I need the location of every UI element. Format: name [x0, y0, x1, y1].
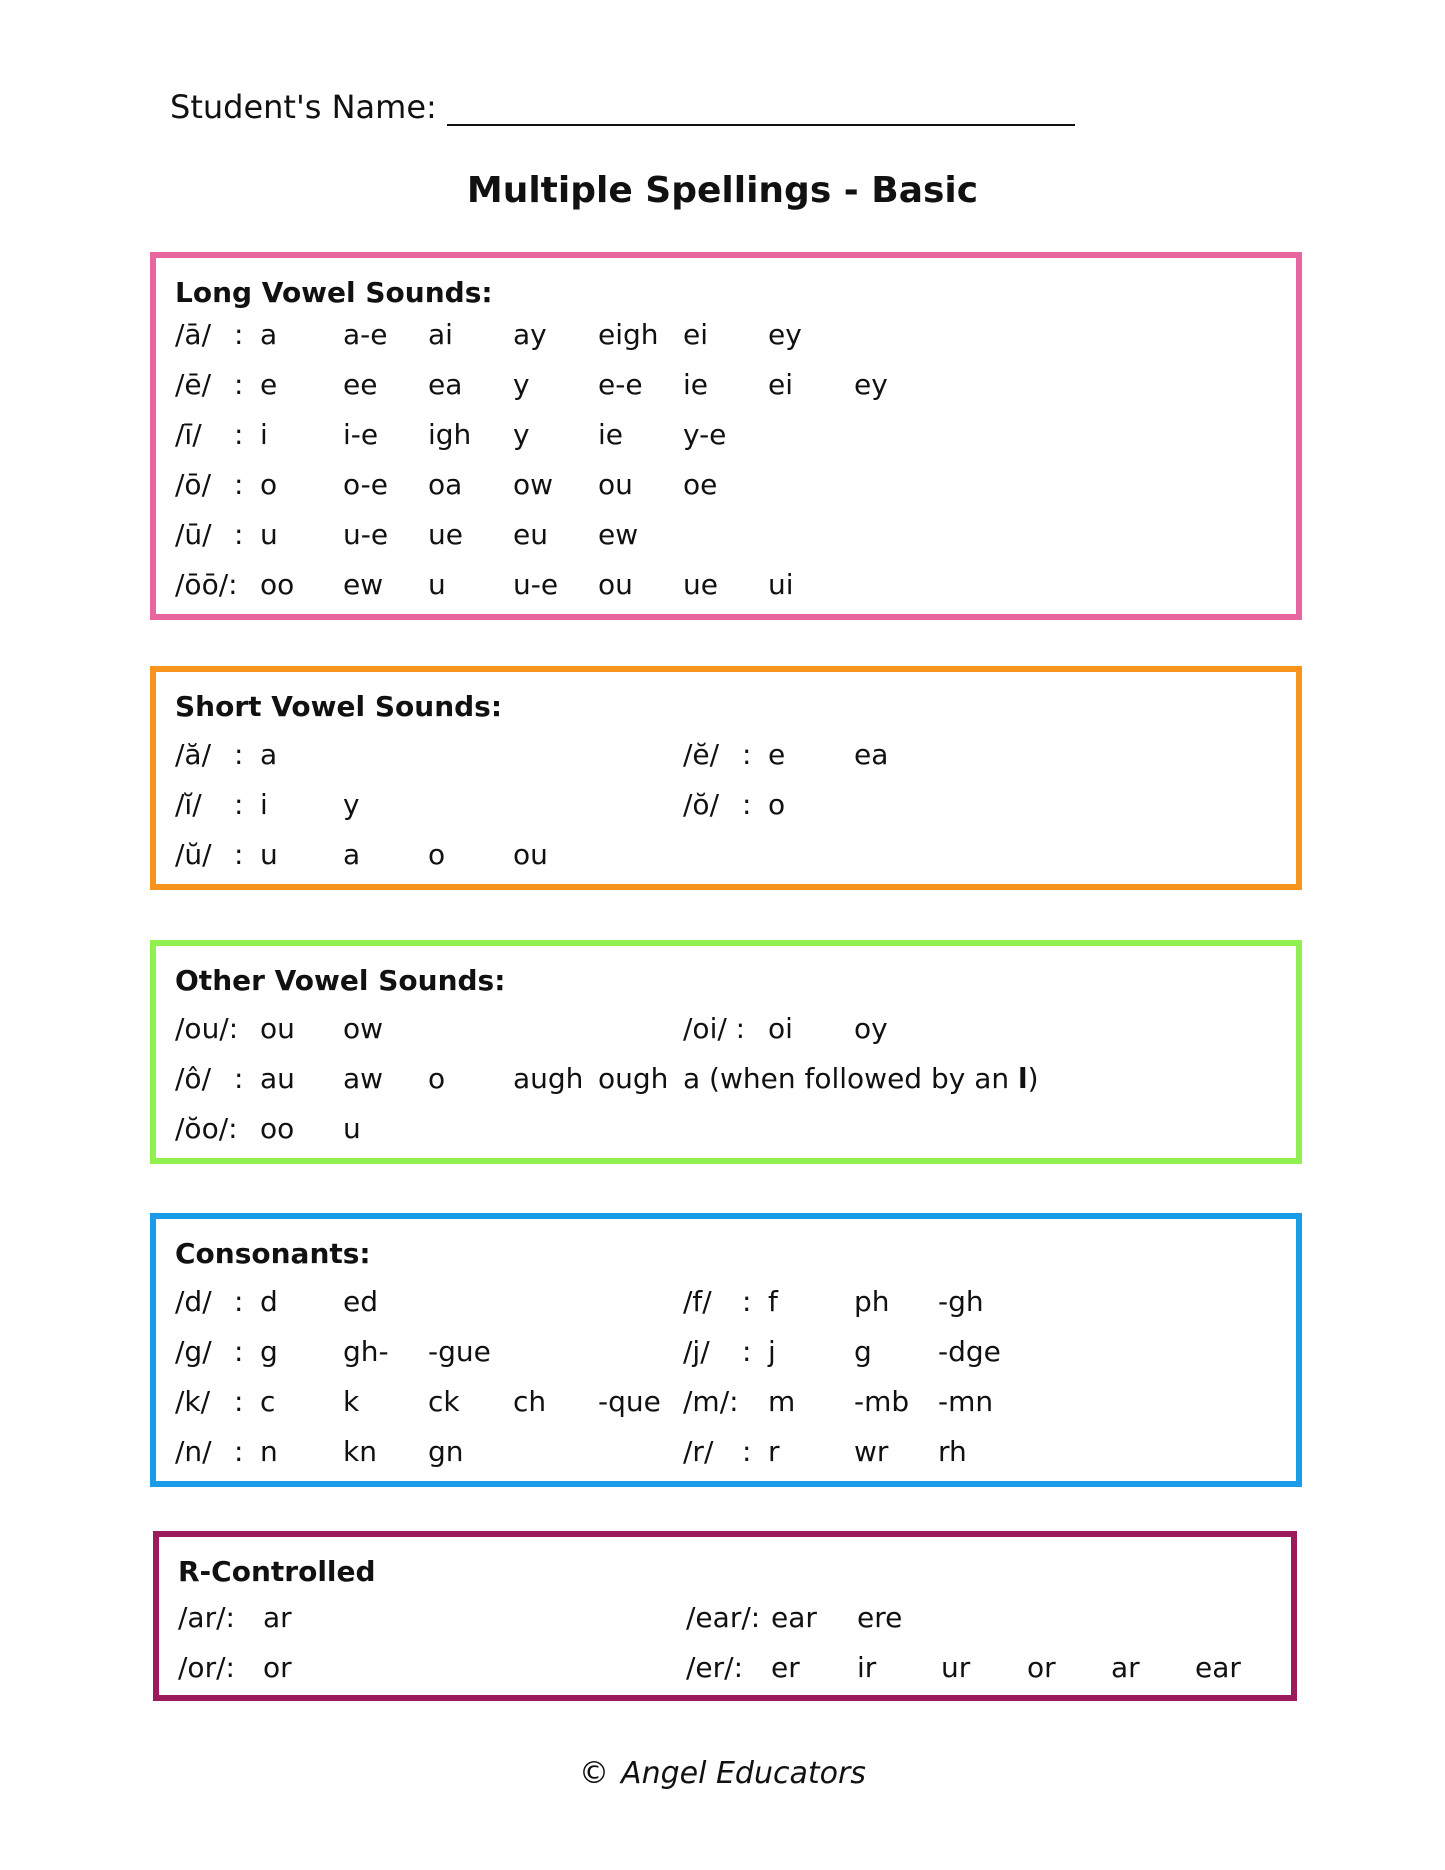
spelling-cell: oi: [768, 1012, 793, 1045]
sound-label: /f/: [683, 1285, 712, 1318]
spelling-cell: :: [234, 738, 244, 771]
spelling-cell: o: [428, 838, 446, 871]
note-close-paren: ): [1027, 1062, 1039, 1095]
spelling-cell: n: [260, 1435, 278, 1468]
spelling-cell: ow: [343, 1012, 384, 1045]
spelling-cell: oe: [683, 468, 718, 501]
spelling-cell: :: [234, 788, 244, 821]
spelling-cell: ie: [598, 418, 624, 451]
sound-label: /ē/: [175, 368, 212, 401]
spelling-cell: d: [260, 1285, 278, 1318]
footer: [0, 1756, 1445, 1791]
spelling-cell: :: [742, 1435, 752, 1468]
spelling-cell: ie: [683, 368, 709, 401]
sound-label: /ĭ/: [175, 788, 202, 821]
sound-label: /ā/: [175, 318, 212, 351]
spelling-cell: :: [742, 1335, 752, 1368]
spelling-cell: e: [768, 738, 786, 771]
student-name-blank-line[interactable]: [447, 94, 1075, 126]
spelling-cell: o: [428, 1062, 446, 1095]
spelling-cell: oy: [854, 1012, 888, 1045]
spelling-cell: a: [260, 738, 278, 771]
spelling-cell: u: [343, 1112, 361, 1145]
page-title: Multiple Spellings - Basic: [466, 170, 979, 211]
spelling-cell: ou: [260, 1012, 295, 1045]
spelling-cell: ee: [343, 368, 378, 401]
spelling-cell: o: [260, 468, 278, 501]
spelling-cell: aw: [343, 1062, 384, 1095]
sound-label: a (when followed by an l): [683, 1062, 1039, 1095]
spelling-cell: g: [854, 1335, 872, 1368]
spelling-cell: ei: [768, 368, 794, 401]
spelling-cell: oo: [260, 1112, 295, 1145]
spelling-cell: :: [234, 368, 244, 401]
spelling-cell: ei: [683, 318, 709, 351]
spelling-cell: ay: [513, 318, 547, 351]
spelling-cell: i: [260, 788, 268, 821]
spelling-cell: ck: [428, 1385, 460, 1418]
spelling-cell: g: [260, 1335, 278, 1368]
spelling-cell: m: [768, 1385, 796, 1418]
section-heading: Long Vowel Sounds:: [175, 276, 493, 309]
spelling-cell: oa: [428, 468, 463, 501]
spelling-cell: e-e: [598, 368, 643, 401]
spelling-cell: ph: [854, 1285, 890, 1318]
sound-label: /n/: [175, 1435, 212, 1468]
spelling-cell: y: [343, 788, 360, 821]
sound-label: /or/:: [178, 1651, 235, 1684]
spelling-cell: eu: [513, 518, 548, 551]
sound-label: /ĕ/: [683, 738, 720, 771]
spelling-cell: :: [234, 518, 244, 551]
spelling-cell: or: [263, 1651, 292, 1684]
student-name-field: [170, 88, 1075, 126]
section-heading: Other Vowel Sounds:: [175, 964, 506, 997]
spelling-cell: :: [234, 1062, 244, 1095]
spelling-cell: au: [260, 1062, 295, 1095]
section-heading: Consonants:: [175, 1237, 371, 1270]
note-bold-letter: l: [1018, 1062, 1028, 1095]
sound-label: /ŏo/:: [175, 1112, 238, 1145]
spelling-cell: ue: [428, 518, 463, 551]
spelling-cell: :: [234, 468, 244, 501]
spelling-cell: or: [1027, 1651, 1056, 1684]
section-box-4: [153, 1531, 1297, 1701]
spelling-cell: ai: [428, 318, 453, 351]
sound-label: /d/: [175, 1285, 212, 1318]
student-name-label: Student's Name:: [170, 88, 437, 126]
sound-label: /r/: [683, 1435, 714, 1468]
sound-label: /ŭ/: [175, 838, 212, 871]
spelling-cell: ed: [343, 1285, 378, 1318]
sound-label: /ŏ/: [683, 788, 719, 821]
spelling-cell: ew: [598, 518, 639, 551]
section-heading: Short Vowel Sounds:: [175, 690, 503, 723]
sound-label: /ă/: [175, 738, 212, 771]
spelling-cell: gn: [428, 1435, 464, 1468]
spelling-cell: kn: [343, 1435, 377, 1468]
spelling-cell: :: [742, 738, 752, 771]
spelling-cell: ui: [768, 568, 794, 601]
spelling-cell: ue: [683, 568, 718, 601]
spelling-cell: wr: [854, 1435, 889, 1468]
sound-label: /oi/ :: [683, 1012, 746, 1045]
spelling-cell: ey: [768, 318, 802, 351]
section-box-1: [150, 666, 1302, 890]
spelling-cell: :: [234, 1435, 244, 1468]
spelling-cell: u-e: [343, 518, 389, 551]
spelling-cell: rh: [938, 1435, 967, 1468]
spelling-cell: i: [260, 418, 268, 451]
section-box-2: [150, 940, 1302, 1164]
spelling-cell: ough: [598, 1062, 669, 1095]
spelling-cell: igh: [428, 418, 472, 451]
copyright-symbol: ©: [579, 1756, 610, 1791]
spelling-cell: ar: [1111, 1651, 1140, 1684]
spelling-cell: k: [343, 1385, 360, 1418]
spelling-cell: y-e: [683, 418, 727, 451]
sound-label: /ī/: [175, 418, 202, 451]
sound-label: /ô/: [175, 1062, 211, 1095]
spelling-cell: e: [260, 368, 278, 401]
sound-label: /er/:: [686, 1651, 744, 1684]
spelling-cell: f: [768, 1285, 778, 1318]
section-heading: R-Controlled: [178, 1555, 376, 1588]
spelling-cell: -gh: [938, 1285, 984, 1318]
footer-text: Angel Educators: [621, 1756, 866, 1791]
spelling-cell: ew: [343, 568, 384, 601]
sound-label: /ū/: [175, 518, 212, 551]
spelling-cell: :: [742, 1285, 752, 1318]
spelling-cell: oo: [260, 568, 295, 601]
sound-label: /m/:: [683, 1385, 739, 1418]
spelling-cell: ear: [771, 1601, 817, 1634]
sound-label: /ō/: [175, 468, 211, 501]
spelling-cell: -dge: [938, 1335, 1001, 1368]
spelling-cell: -mb: [854, 1385, 910, 1418]
sound-label: /g/: [175, 1335, 212, 1368]
spelling-cell: -gue: [428, 1335, 491, 1368]
spelling-cell: ere: [857, 1601, 903, 1634]
spelling-cell: ow: [513, 468, 554, 501]
sound-label: /ōō/:: [175, 568, 238, 601]
spelling-cell: y: [513, 368, 530, 401]
spelling-cell: u: [260, 838, 278, 871]
spelling-cell: o: [768, 788, 786, 821]
spelling-cell: gh-: [343, 1335, 389, 1368]
spelling-cell: ear: [1195, 1651, 1241, 1684]
spelling-cell: c: [260, 1385, 276, 1418]
spelling-cell: ur: [941, 1651, 971, 1684]
spelling-cell: :: [234, 1385, 244, 1418]
sound-label: /k/: [175, 1385, 211, 1418]
spelling-cell: er: [771, 1651, 800, 1684]
spelling-cell: :: [234, 418, 244, 451]
spelling-cell: eigh: [598, 318, 659, 351]
spelling-cell: augh: [513, 1062, 584, 1095]
sound-label: /ar/:: [178, 1601, 235, 1634]
spelling-cell: y: [513, 418, 530, 451]
spelling-cell: i-e: [343, 418, 379, 451]
sound-label: /ear/:: [686, 1601, 761, 1634]
sound-label: /ou/:: [175, 1012, 239, 1045]
spelling-cell: :: [234, 318, 244, 351]
section-box-0: [150, 252, 1302, 620]
spelling-cell: r: [768, 1435, 780, 1468]
spelling-cell: a-e: [343, 318, 388, 351]
spelling-cell: a: [343, 838, 361, 871]
spelling-cell: u: [260, 518, 278, 551]
spelling-cell: :: [234, 838, 244, 871]
spelling-cell: :: [234, 1335, 244, 1368]
spelling-cell: ir: [857, 1651, 877, 1684]
spelling-cell: ou: [598, 568, 633, 601]
spelling-cell: :: [234, 1285, 244, 1318]
spelling-cell: ea: [854, 738, 889, 771]
spelling-cell: ch: [513, 1385, 547, 1418]
spelling-cell: -que: [598, 1385, 661, 1418]
sound-label: /j/: [683, 1335, 710, 1368]
spelling-cell: :: [742, 788, 752, 821]
section-box-3: [150, 1213, 1302, 1487]
spelling-cell: a: [260, 318, 278, 351]
spelling-cell: ou: [598, 468, 633, 501]
spelling-cell: u-e: [513, 568, 559, 601]
spelling-cell: ea: [428, 368, 463, 401]
spelling-cell: ar: [263, 1601, 292, 1634]
spelling-cell: o-e: [343, 468, 388, 501]
spelling-cell: u: [428, 568, 446, 601]
spelling-cell: ou: [513, 838, 548, 871]
spelling-cell: j: [768, 1335, 776, 1368]
spelling-cell: -mn: [938, 1385, 994, 1418]
spelling-cell: ey: [854, 368, 888, 401]
